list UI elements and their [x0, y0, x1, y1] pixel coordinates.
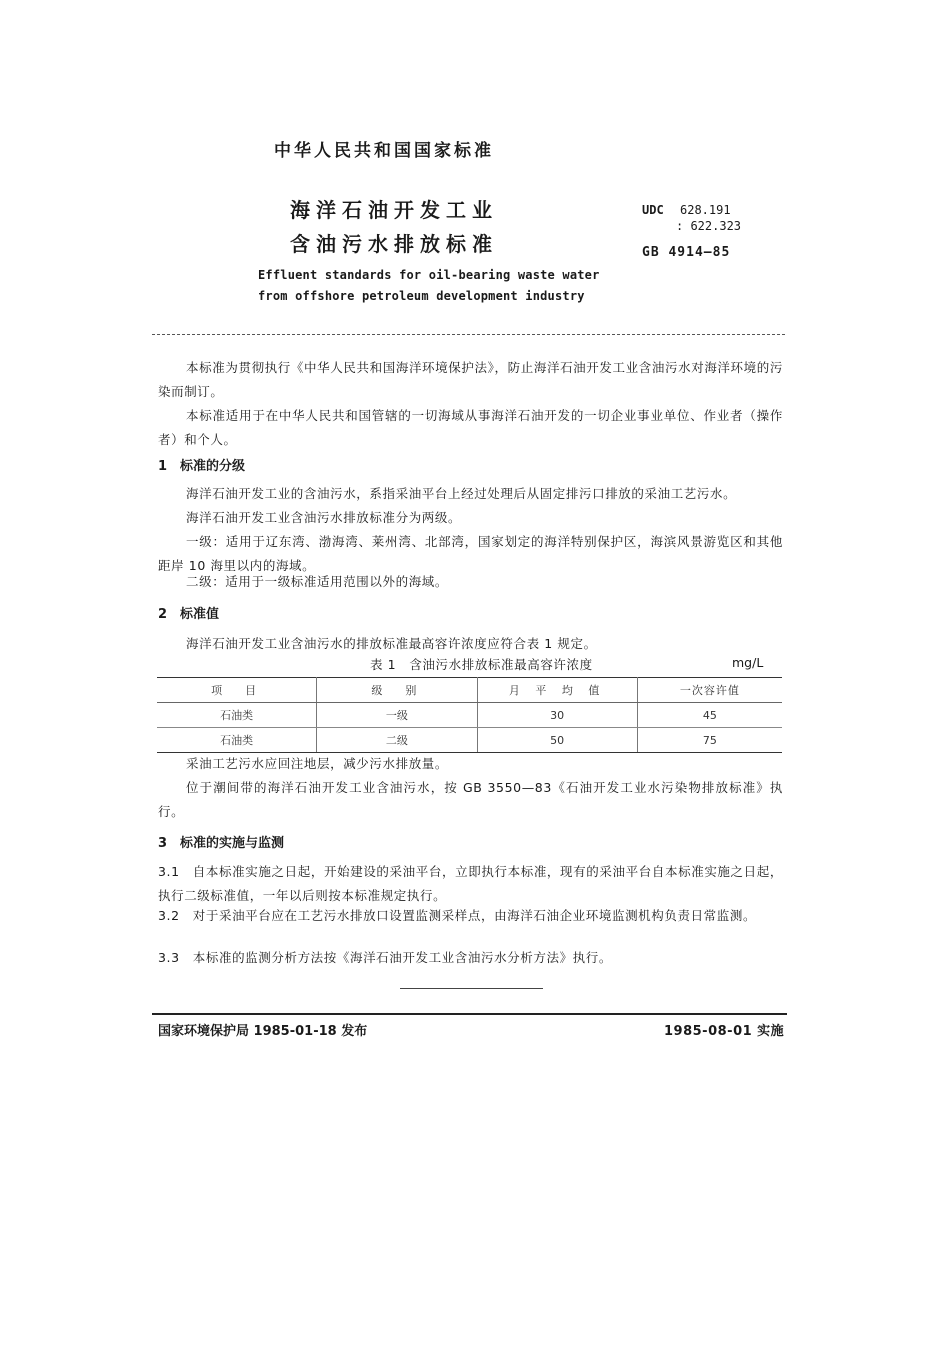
section-3-heading	[158, 832, 284, 851]
clause-3-3: 3.3 本标准的监测分析方法按《海洋石油开发工业含油污水分析方法》执行。	[158, 950, 612, 965]
table-cell: 75	[637, 728, 782, 753]
footer-rule	[152, 1013, 787, 1015]
table-cell: 50	[477, 728, 637, 753]
gb-number: GB 4914—85	[642, 245, 731, 260]
table-cell: 30	[477, 703, 637, 728]
section-1-paragraph-4: 二级：适用于一级标准适用范围以外的海域。	[186, 574, 449, 589]
table-header-grade: 级 别	[317, 678, 477, 703]
table-header-item: 项 目	[157, 678, 317, 703]
clause-3-1: 3.1 自本标准实施之日起，开始建设的采油平台，立即执行本标准，现有的采油平台自本标准实施之日起，执行二级标准值，一年以后则按本标准规定执行。	[158, 864, 783, 903]
header-divider	[152, 334, 785, 335]
udc-code-2: : 622.323	[676, 219, 742, 233]
table-row	[157, 703, 782, 728]
table-cell: 石油类	[157, 703, 317, 728]
section-3-title: 标准的实施与监测	[180, 836, 285, 851]
table-header-monthly-average: 月 平 均 值	[477, 678, 637, 703]
section-2-paragraph-3: 位于潮间带的海洋石油开发工业含油污水，按 GB 3550—83《石油开发工业水污染物排放标准》执行。	[158, 780, 783, 819]
intro-paragraph-2: 本标准适用于在中华人民共和国管辖的一切海域从事海洋石油开发的一切企业事业单位、作业者（操作者）和个人。	[158, 408, 783, 447]
title-line-1: 海洋石油开发工业	[290, 198, 498, 222]
section-1-paragraph-3: 一级：适用于辽东湾、渤海湾、莱州湾、北部湾，国家划定的海洋特别保护区，海滨风景游览区和其他距岸 10 海里以内的海域。	[158, 534, 783, 573]
section-2-heading	[158, 603, 219, 622]
table-cell: 一级	[317, 703, 477, 728]
section-1-paragraph-1: 海洋石油开发工业的含油污水，系指采油平台上经过处理后从固定排污口排放的采油工艺污水。	[186, 486, 737, 501]
section-2-paragraph-1: 海洋石油开发工业含油污水的排放标准最高容许浓度应符合表 1 规定。	[186, 636, 597, 651]
section-2-title: 标准值	[180, 607, 220, 622]
clause-3-2: 3.2 对于采油平台应在工艺污水排放口设置监测采样点，由海洋石油企业环境监测机构负责日常监测。	[158, 908, 757, 923]
issue-date: 国家环境保护局 1985-01-18 发布	[158, 1024, 368, 1039]
end-of-text-rule	[400, 988, 543, 989]
table-header-single-allowed: 一次容许值	[637, 678, 782, 703]
english-title-line-1: Effluent standards for oil-bearing waste water	[258, 268, 600, 282]
table-caption: 表 1 含油污水排放标准最高容许浓度	[370, 657, 593, 672]
udc-code-1: 628.191	[680, 203, 731, 217]
intro-paragraph-1: 本标准为贯彻执行《中华人民共和国海洋环境保护法》，防止海洋石油开发工业含油污水对海洋环境的污染而制订。	[158, 360, 783, 399]
section-1-title: 标准的分级	[180, 459, 246, 474]
title-line-2: 含油污水排放标准	[290, 232, 498, 256]
table-header-row	[157, 678, 782, 703]
national-standard-heading: 中华人民共和国国家标准	[274, 141, 494, 161]
section-3-number: 3	[158, 836, 168, 851]
section-2-number: 2	[158, 607, 168, 622]
table-row	[157, 728, 782, 753]
emission-standard-table	[157, 677, 782, 753]
section-1-heading	[158, 455, 245, 474]
table-cell: 二级	[317, 728, 477, 753]
section-1-paragraph-2: 海洋石油开发工业含油污水排放标准分为两级。	[186, 510, 462, 525]
table-unit: mg/L	[732, 655, 764, 670]
english-title-line-2: from offshore petroleum development industry	[258, 289, 585, 303]
table-cell: 石油类	[157, 728, 317, 753]
udc-label: UDC	[642, 203, 664, 217]
effective-date: 1985-08-01 实施	[664, 1024, 785, 1039]
table-cell: 45	[637, 703, 782, 728]
section-2-paragraph-2: 采油工艺污水应回注地层，减少污水排放量。	[186, 756, 449, 771]
section-1-number: 1	[158, 459, 168, 474]
